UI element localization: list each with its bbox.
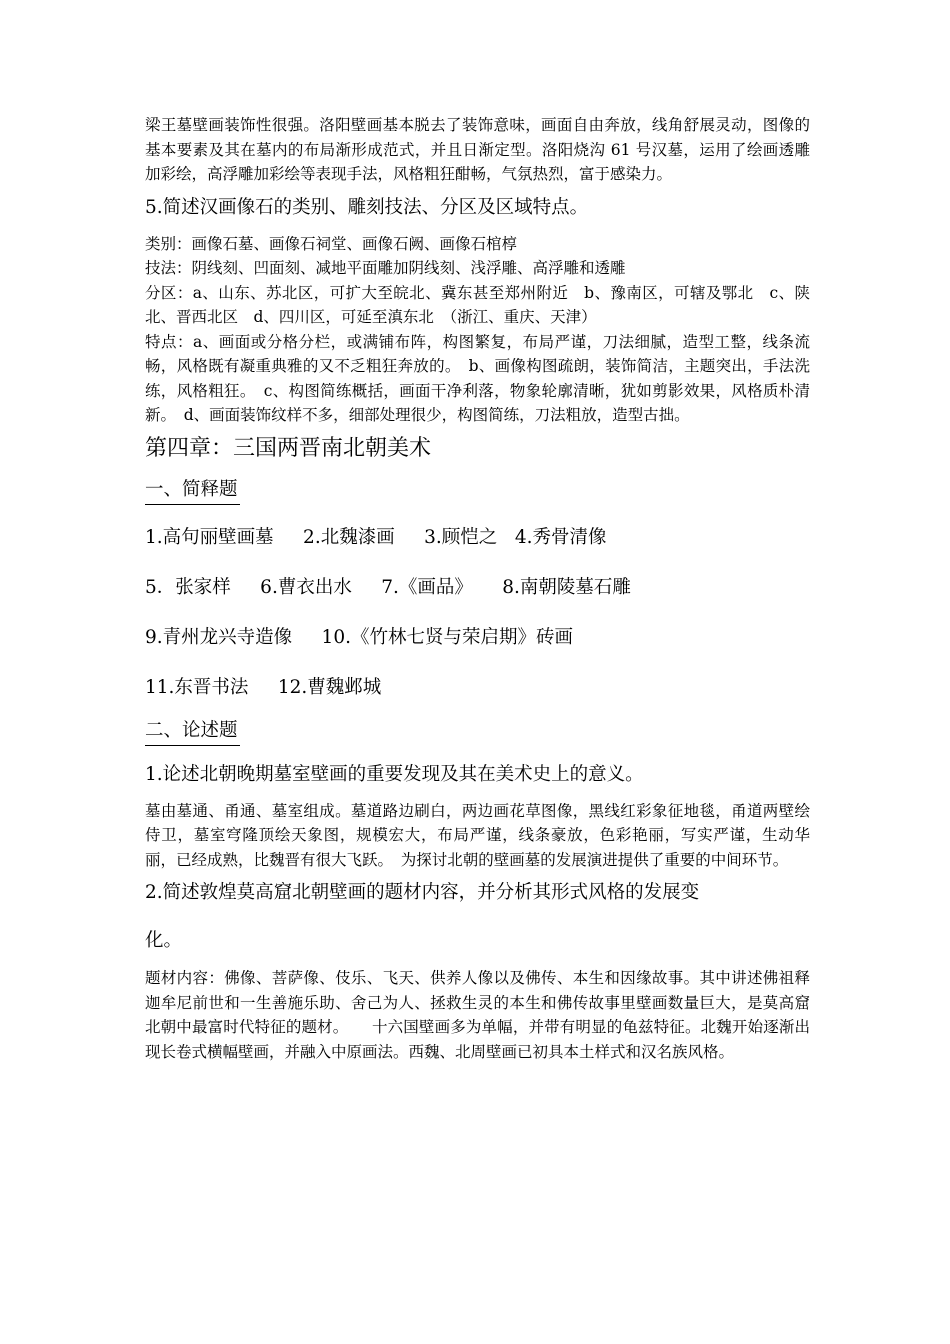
chapter-title: 第四章：三国两晋南北朝美术: [145, 435, 432, 461]
question-5-answer: [145, 232, 810, 428]
essay-question-2-answer: 题材内容：佛像、菩萨像、伎乐、飞天、供养人像以及佛传、本生和因缘故事。其中讲述佛祖释迦牟尼前世和一生善施乐助、舍己为人、拯救生灵的本生和佛传故事里壁画数量巨大，是莫高窟北朝中最富时代特征的题材。 十六国壁画多为单幅，并带有明显的龟兹特征。北魏开始逐渐出现长卷式横幅壁画，并融入中原画法。西魏、北周壁画已初具本土样式和汉名族风格。: [145, 969, 810, 1061]
terms-row: 5．张家样 6.曹衣出水 7.《画品》 8.南朝陵墓石雕: [145, 576, 631, 598]
section-2-wrap: [145, 717, 810, 746]
essay-question-2-title: 2.简述敦煌莫高窟北朝壁画的题材内容，并分析其形式风格的发展变: [145, 882, 700, 903]
answer-categories: 类别：画像石墓、画像石祠堂、画像石阙、画像石棺椁: [145, 234, 518, 253]
intro-paragraph: 梁王墓壁画装饰性很强。洛阳壁画基本脱去了装饰意味，画面自由奔放，线角舒展灵动，图像的基本要素及其在墓内的布局渐形成范式，并且日渐定型。洛阳烧沟 61 号汉墓，运用了绘画透雕加彩绘，高浮雕加彩绘等表现手法，风格粗狂酣畅，气氛热烈，富于感染力。: [145, 116, 810, 183]
essay-question-1-answer: 墓由墓通、甬通、墓室组成。墓道路边刷白，两边画花草图像，黑线红彩象征地毯，甬道两壁绘侍卫，墓室穹隆顶绘天象图，规模宏大，布局严谨，线条豪放，色彩艳丽，写实严谨，生动华丽，已经成熟，比魏晋有很大飞跃。 为探讨北朝的壁画墓的发展演进提供了重要的中间环节。: [145, 801, 810, 869]
essay-question-1-title: 1.论述北朝晚期墓室壁画的重要发现及其在美术史上的意义。: [145, 763, 644, 785]
terms-row: 9.青州龙兴寺造像 10.《竹林七贤与荣启期》砖画: [145, 626, 573, 648]
terms-row: 11.东晋书法 12.曹魏邺城: [145, 676, 382, 698]
answer-features: 特点：a、画面或分格分栏，或满铺布阵，构图繁复，布局严谨，刀法细腻，造型工整，线条流畅，风格既有凝重典雅的又不乏粗狂奔放的。 b、画像构图疏朗，装饰简洁，主题突出，手法洗练，风格粗狂。 c、构图简练概括，画面干净利落，物象轮廓清晰，犹如剪影效果，风格质朴清新。 d、画面装饰纹样不多，细部处理很少，构图简练，刀法粗放，造型古拙。: [145, 332, 810, 424]
section-heading-essay: 二、论述题: [145, 717, 240, 746]
terms-row: 1.高句丽壁画墓 2.北魏漆画 3.顾恺之 4.秀骨清像: [145, 526, 607, 548]
section-heading-short-answer: 一、简释题: [145, 476, 240, 505]
section-1-wrap: [145, 476, 810, 505]
document-page: [145, 113, 810, 1064]
essay-question-2-title-cont: 化。: [145, 930, 183, 951]
question-5-title: 5.简述汉画像石的类别、雕刻技法、分区及区域特点。: [145, 196, 589, 218]
terms-list: [145, 523, 810, 703]
answer-techniques: 技法：阴线刻、凹面刻、减地平面雕加阴线刻、浅浮雕、高浮雕和透雕: [145, 259, 626, 277]
answer-regions: 分区：a、山东、苏北区，可扩大至皖北、冀东甚至郑州附近 b、豫南区，可辖及鄂北 c、陕北、晋西北区 d、四川区，可延至滇东北 （浙江、重庆、天津）: [145, 283, 810, 326]
